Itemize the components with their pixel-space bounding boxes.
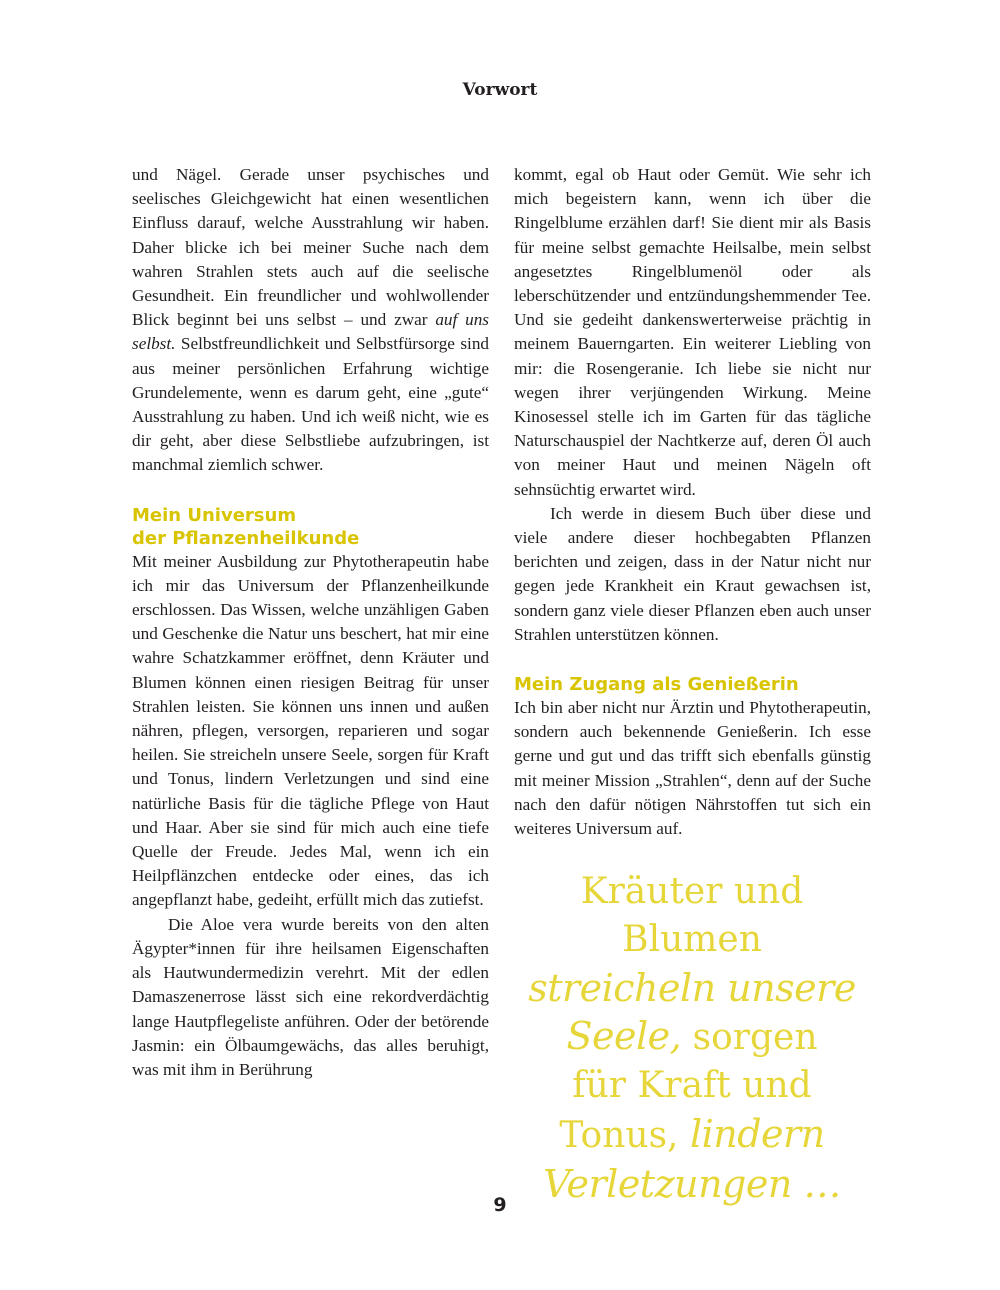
paragraph: Die Aloe vera wurde bereits von den alten Ägypter*innen für ihre heilsamen Eigenschaften als Hautwundermedizin verehrt. Mit der edlen Damaszenerrose lässt sich eine rekordverdächtig lange Hautpflegeliste anführen. Oder der betörende Jasmin: ein Ölbaumgewächs, das alles beruhigt, was mit ihm in Berührung [132,914,489,1079]
quote-script-word: lindern [689,1112,825,1156]
quote-line [512,1012,872,1062]
pull-quote [512,868,872,1208]
left-column [132,163,489,1082]
quote-text: Tonus, [559,1115,690,1156]
right-column [514,163,871,841]
paragraph-text: Selbstfreundlichkeit und Selbstfürsorge sind aus meiner persönlichen Erfahrung wichtige Grundelemente, wenn es darum geht, eine „gute“ Ausstrahlung zu haben. Und ich weiß nicht, wie es dir geht, aber diese Selbstliebe aufzubringen, ist manchmal ziemlich schwer. [132,334,490,475]
heading-line: Mein Universum [132,504,297,526]
paragraph: Ich bin aber nicht nur Ärztin und Phytotherapeutin, sondern auch bekennende Genießerin. Ich esse gerne und gut und das trifft sich ebenfalls günstig mit meiner Mission „Strahlen“, denn auf der Suche nach den dafür nötigen Nährstoffen tut sich ein weiteres Universum auf. [514,698,871,839]
paragraph: kommt, egal ob Haut oder Gemüt. Wie sehr ich mich begeistern kann, wenn ich über die Ringelblume erzählen darf! Sie dient mir als Basis für meine selbst gemachte Heilsalbe, mein selbst angesetztes Ringelblumenöl oder als leberschützender und entzündungshemmender Tee. Und sie gedeiht dankenswerterweise prächtig in meinem Bauerngarten. Ein weiterer Liebling von mir: die Rosengeranie. Ich liebe sie nicht nur wegen ihrer verjüngenden Wirkung. Meine Kinosessel stelle ich im Garten für das tägliche Naturschauspiel der Nachtkerze auf, deren Öl auch von meiner Haut und meinen Nägeln oft sehnsüchtig erwartet wird. [514,165,871,499]
quote-line: für Kraft und [572,1065,812,1106]
heading-line: der Pflanzenheilkunde [132,527,360,549]
paragraph-text: und Nägel. Gerade unser psychisches und seelisches Gleichgewicht hat einen wesentlichen Einfluss darauf, welche Ausstrahlung wir haben. Daher blicke ich bei meiner Suche nach dem wahren Strahlen stets auch auf die seelische Gesundheit. Ein freundlicher und wohlwollender Blick beginnt bei uns selbst – und zwar [132,165,489,330]
section-heading-geniesserin: Mein Zugang als Genießerin [514,674,799,696]
paragraph: Ich werde in diesem Buch über diese und viele andere dieser hochbegabten Pflanzen berichten und zeigen, dass in der Natur nicht nur gegen jede Krankheit ein Kraut gewachsen ist, sondern ganz viele dieser Pflanzen eben auch unser Strahlen unterstützen können. [514,503,871,644]
paragraph [132,163,489,478]
running-head: Vorwort [462,80,538,100]
quote-script-word: Seele, [566,1014,682,1058]
paragraph: Mit meiner Ausbildung zur Phytotherapeutin habe ich mir das Universum der Pflanzenheilkunde erschlossen. Das Wissen, welche unzähligen Gaben und Geschenke die Natur uns beschert, hat mir eine wahre Schatzkammer eröffnet, denn Kräuter und Blumen können einen riesigen Beitrag für unser Strahlen leisten. Sie können uns innen und außen nähren, pflegen, versorgen, reparieren und sogar heilen. Sie streicheln unsere Seele, sorgen für Kraft und Tonus, lindern Verletzungen und sind eine natürliche Basis für die tägliche Pflege von Haut und Haar. Aber sie sind für mich auch eine tiefe Quelle der Freude. Jedes Mal, wenn ich ein Heilpflänzchen entdecke oder eines, das ich angepflanzt habe, gedeiht, erfüllt mich das zutiefst. [132,551,489,910]
quote-line-script: streicheln unsere [528,966,856,1010]
section-heading-universum [132,504,489,550]
quote-line-script: Verletzungen … [543,1162,841,1206]
quote-line: Kräuter und Blumen [580,871,804,960]
page-number: 9 [493,1194,507,1216]
quote-text: sorgen [681,1017,818,1058]
quote-line [512,1110,872,1160]
emphasis-text: auf uns selbst. [132,310,489,354]
